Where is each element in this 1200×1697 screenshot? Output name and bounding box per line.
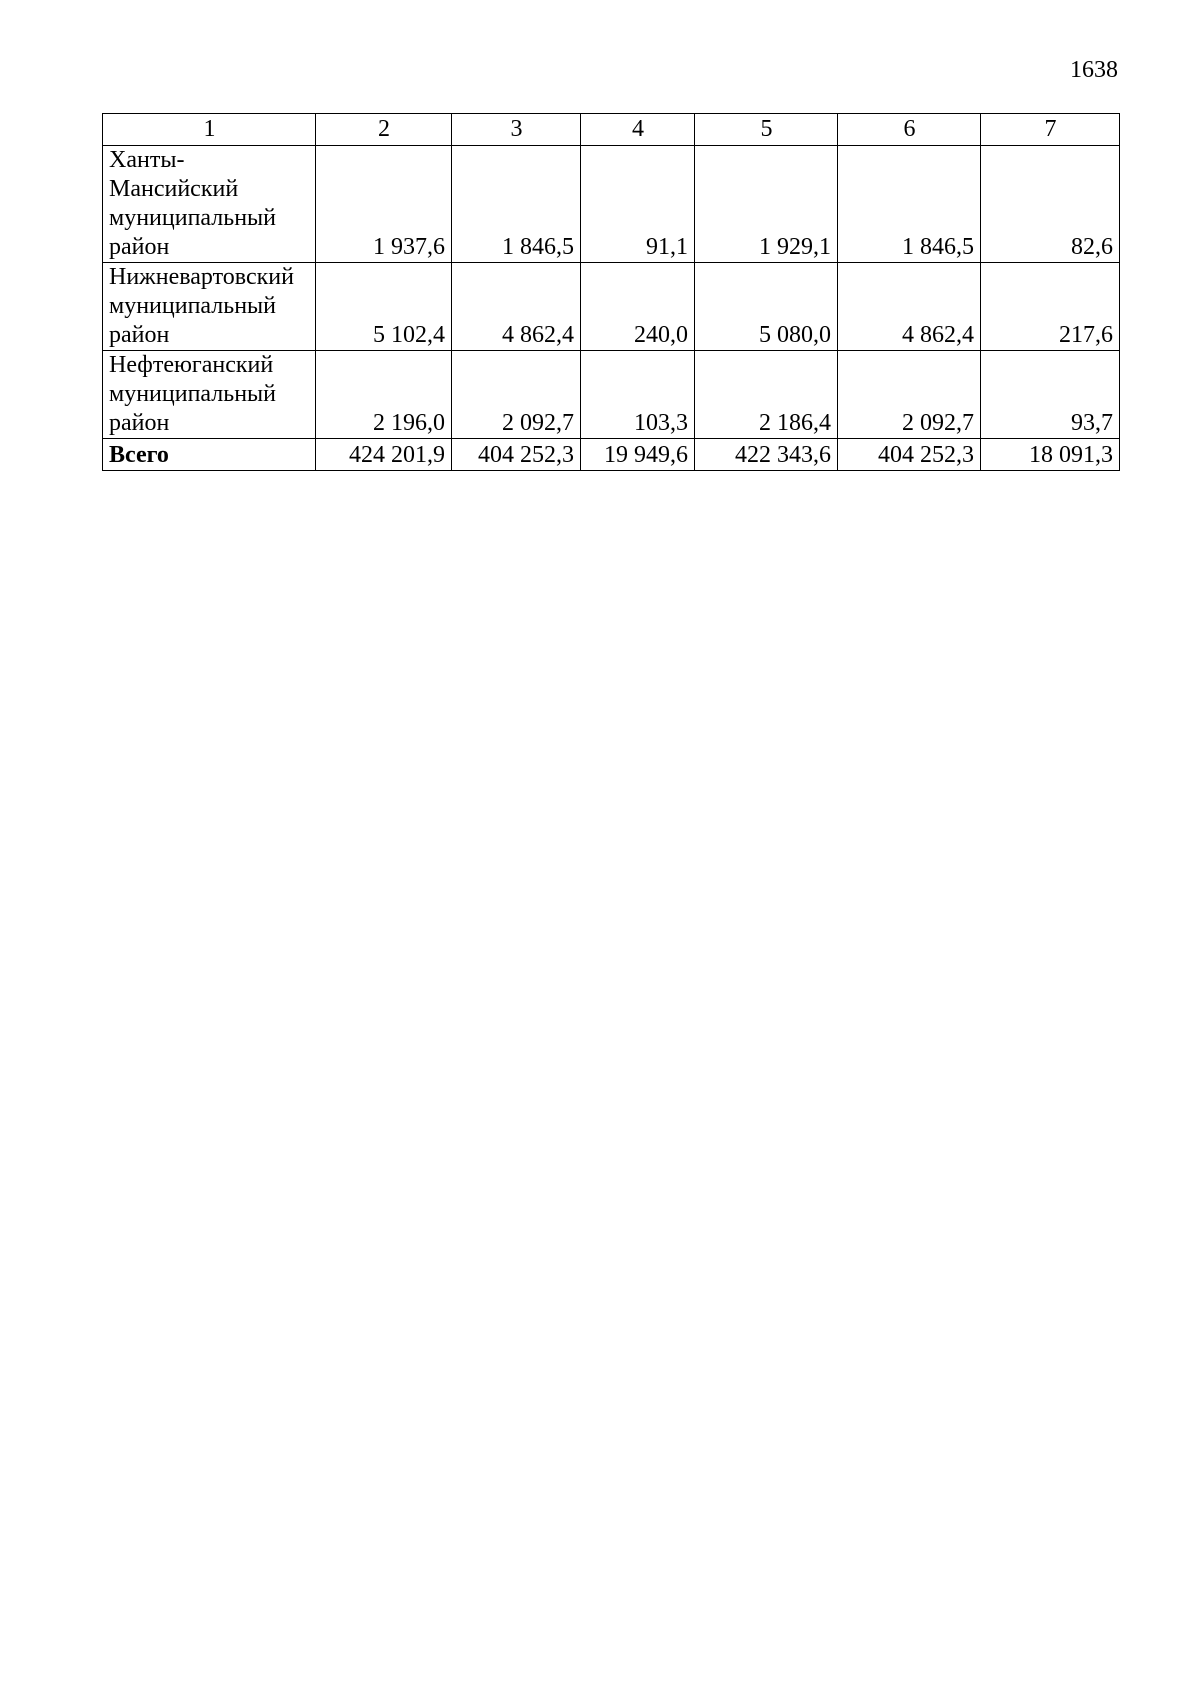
- district-name-line: Мансийский: [109, 176, 239, 202]
- value-cell: 2 092,7: [838, 351, 981, 439]
- value-cell: 103,3: [581, 351, 695, 439]
- value-cell: 93,7: [981, 351, 1120, 439]
- district-name-line: муниципальный: [109, 205, 277, 231]
- total-value-cell: 18 091,3: [981, 439, 1120, 471]
- district-name-line: Нефтеюганский: [109, 352, 274, 378]
- total-row: [103, 439, 1120, 471]
- value-cell: 1 929,1: [695, 146, 838, 263]
- district-name-line: муниципальный: [109, 293, 277, 319]
- column-number: 7: [981, 114, 1120, 146]
- column-number: 6: [838, 114, 981, 146]
- column-number: 2: [316, 114, 452, 146]
- district-name-line: муниципальный: [109, 381, 277, 407]
- column-number: 1: [103, 114, 316, 146]
- value-cell: 4 862,4: [452, 263, 581, 351]
- table-header-row: [103, 114, 1120, 146]
- total-value-cell: 422 343,6: [695, 439, 838, 471]
- district-name-line: район: [109, 234, 170, 260]
- value-cell: 217,6: [981, 263, 1120, 351]
- budget-table: [102, 113, 1120, 471]
- district-name: [103, 351, 316, 439]
- column-number: 3: [452, 114, 581, 146]
- district-name-line: Ханты-: [109, 147, 185, 173]
- value-cell: 4 862,4: [838, 263, 981, 351]
- table-row: [103, 351, 1120, 439]
- value-cell: 1 846,5: [452, 146, 581, 263]
- value-cell: 82,6: [981, 146, 1120, 263]
- value-cell: 1 937,6: [316, 146, 452, 263]
- district-name: [103, 146, 316, 263]
- total-value-cell: 404 252,3: [838, 439, 981, 471]
- value-cell: 1 846,5: [838, 146, 981, 263]
- district-name-line: район: [109, 322, 170, 348]
- total-value-cell: 424 201,9: [316, 439, 452, 471]
- total-value-cell: 19 949,6: [581, 439, 695, 471]
- column-number: 4: [581, 114, 695, 146]
- district-name-line: район: [109, 410, 170, 436]
- value-cell: 2 092,7: [452, 351, 581, 439]
- value-cell: 2 196,0: [316, 351, 452, 439]
- district-name-line: Нижневартовский: [109, 264, 294, 290]
- district-name: [103, 263, 316, 351]
- page-number: 1638: [1070, 57, 1118, 83]
- column-number: 5: [695, 114, 838, 146]
- value-cell: 5 080,0: [695, 263, 838, 351]
- table-row: [103, 263, 1120, 351]
- value-cell: 2 186,4: [695, 351, 838, 439]
- total-value-cell: 404 252,3: [452, 439, 581, 471]
- table-row: [103, 146, 1120, 263]
- value-cell: 240,0: [581, 263, 695, 351]
- value-cell: 91,1: [581, 146, 695, 263]
- value-cell: 5 102,4: [316, 263, 452, 351]
- total-label: Всего: [103, 439, 316, 471]
